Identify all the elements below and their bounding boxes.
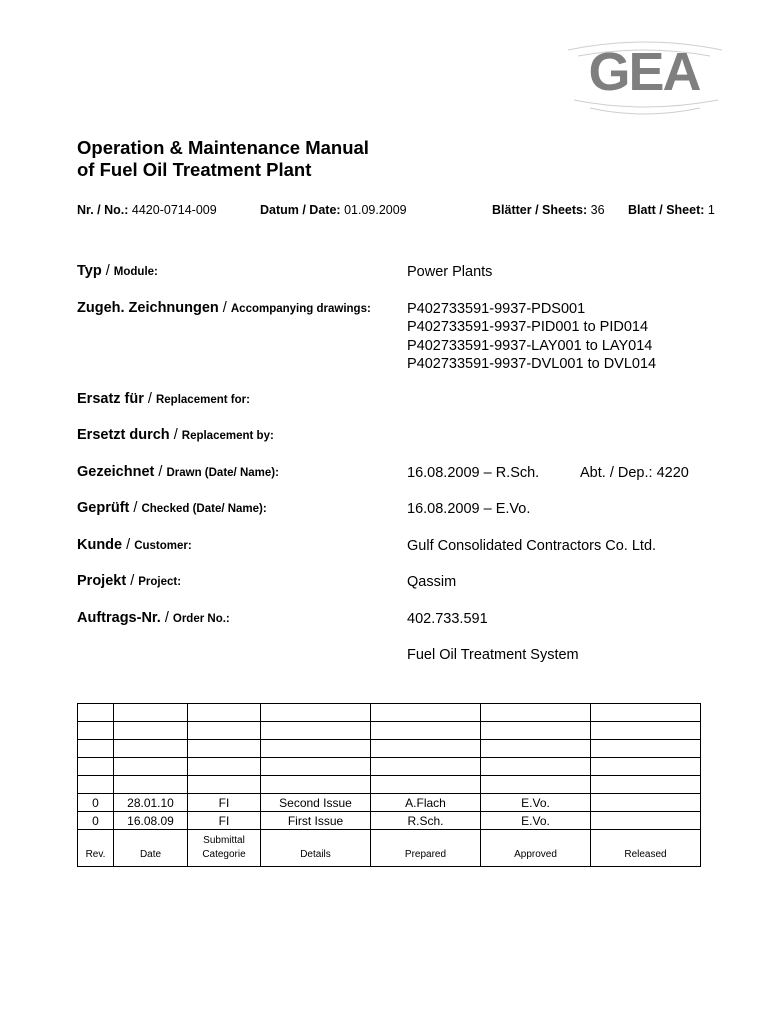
table-row [78, 776, 701, 794]
module-label: Typ / Module: [77, 263, 158, 279]
doc-number [77, 203, 217, 217]
doc-sheets [492, 203, 605, 217]
date-cell: 16.08.09 [114, 812, 188, 830]
project-value: Qassim [407, 574, 457, 590]
header-details: Details [261, 830, 371, 867]
drawings-list [407, 300, 656, 373]
approved-cell: E.Vo. [481, 812, 591, 830]
order-label: Auftrags-Nr. / Order No.: [77, 610, 230, 626]
prepared-cell: R.Sch. [371, 812, 481, 830]
drawing-item: P402733591-9937-DVL001 to DVL014 [407, 355, 657, 372]
released-cell [591, 812, 701, 830]
department-value: Abt. / Dep.: 4220 [580, 465, 689, 481]
revision-table [77, 703, 701, 867]
table-row [78, 812, 701, 830]
doc-sheets-label: Blätter / Sheets: [492, 203, 588, 217]
drawings-label: Zugeh. Zeichnungen / Accompanying drawings: [77, 300, 371, 316]
replaced-by-label: Ersetzt durch / Replacement by: [77, 427, 274, 443]
doc-number-value: 4420-0714-009 [131, 203, 217, 217]
rev-cell: 0 [78, 812, 114, 830]
customer-label: Kunde / Customer: [77, 537, 192, 553]
table-row [78, 794, 701, 812]
logo-text: GEA [588, 42, 700, 102]
header-rev: Rev. [78, 830, 114, 867]
drawing-item: P402733591-9937-PID001 to PID014 [407, 319, 649, 336]
details-cell: Second Issue [261, 794, 371, 812]
doc-sheets-value: 36 [590, 203, 605, 217]
checked-value: 16.08.2009 – E.Vo. [407, 501, 531, 517]
details-cell: First Issue [261, 812, 371, 830]
header-prepared: Prepared [371, 830, 481, 867]
table-header-row [78, 830, 701, 867]
drawing-item: P402733591-9937-LAY001 to LAY014 [407, 337, 653, 354]
doc-date [260, 203, 407, 217]
gea-logo [560, 38, 728, 120]
table-row [78, 740, 701, 758]
order-value: 402.733.591 [407, 611, 488, 627]
drawn-label: Gezeichnet / Drawn (Date/ Name): [77, 464, 279, 480]
checked-label: Geprüft / Checked (Date/ Name): [77, 500, 267, 516]
table-row [78, 704, 701, 722]
header-released: Released [591, 830, 701, 867]
doc-sheet-label: Blatt / Sheet: [628, 203, 705, 217]
system-value: Fuel Oil Treatment System [407, 647, 579, 663]
customer-value: Gulf Consolidated Contractors Co. Ltd. [407, 538, 657, 554]
rev-cell: 0 [78, 794, 114, 812]
drawn-value: 16.08.2009 – R.Sch. [407, 465, 540, 481]
header-date: Date [114, 830, 188, 867]
prepared-cell: A.Flach [371, 794, 481, 812]
header-category: Submittal Categorie [188, 830, 261, 867]
doc-sheet [628, 203, 715, 217]
header-approved: Approved [481, 830, 591, 867]
doc-number-label: Nr. / No.: [77, 203, 129, 217]
date-cell: 28.01.10 [114, 794, 188, 812]
doc-sheet-value: 1 [707, 203, 715, 217]
project-label: Projekt / Project: [77, 573, 182, 589]
title-line-2: of Fuel Oil Treatment Plant [77, 159, 312, 180]
approved-cell: E.Vo. [481, 794, 591, 812]
doc-date-value: 01.09.2009 [344, 203, 407, 217]
category-cell: FI [188, 794, 261, 812]
category-cell: FI [188, 812, 261, 830]
title-line-1: Operation & Maintenance Manual [77, 137, 369, 158]
drawing-item: P402733591-9937-PDS001 [407, 301, 586, 317]
released-cell [591, 794, 701, 812]
table-row [78, 722, 701, 740]
table-row [78, 758, 701, 776]
document-title [77, 137, 369, 181]
module-value: Power Plants [407, 264, 493, 280]
replacement-for-label: Ersatz für / Replacement for: [77, 391, 250, 407]
doc-date-label: Datum / Date: [260, 203, 341, 217]
